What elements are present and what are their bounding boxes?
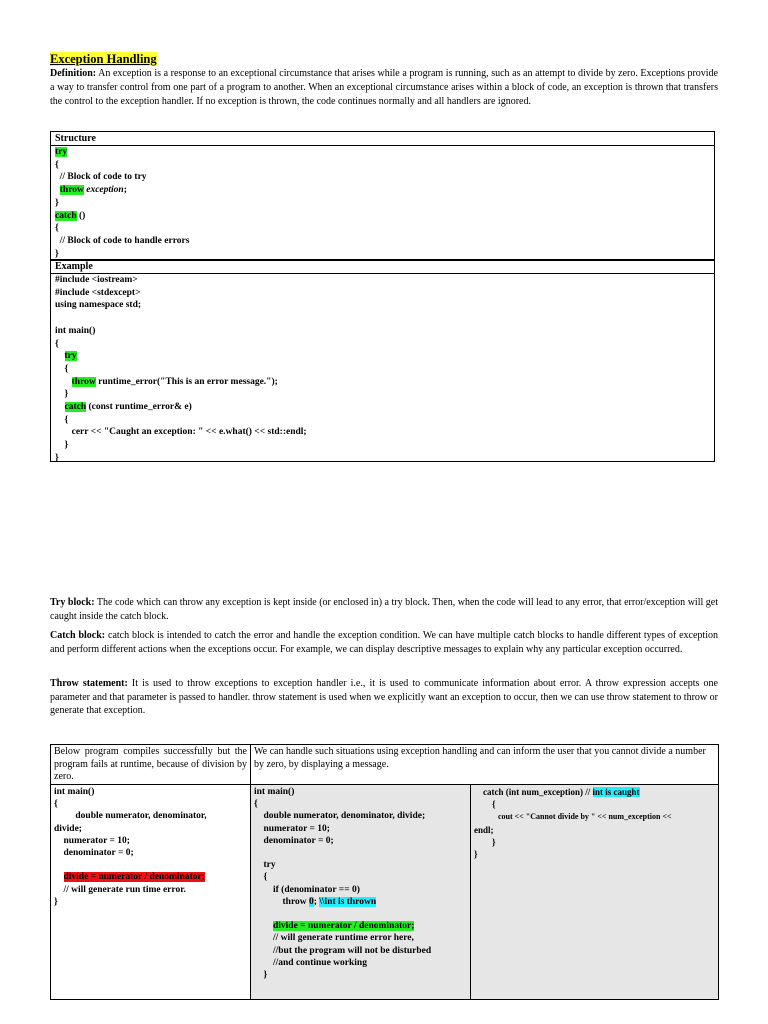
throw-statement-paragraph: Throw statement: It is used to throw exceptions to exception handler i.e., it is used to communicate information about error. A throw expression accepts one parameter and that parameter is passed to handler. throw statement is used when we explicitly want an exception to occur, then we can use throw statement to throw or generate that exception. xyxy=(50,678,718,716)
definition-text: An exception is a response to an exceptional circumstance that arises while a program is running, such as an attempt to divide by zero. Exceptions provide a way to transfer control from one part of a program to another. When an exceptional circumstance arises within a block of code, an exception is thrown that transfers the control to the exception handler. If no exception is thrown, the code continues normally and all handlers are ignored. xyxy=(50,68,718,107)
division-line: divide = numerator / denominator; xyxy=(273,921,415,932)
catch-code: catch (int num_exception) // int is caught { cout << "Cannot divide by " << num_exception << endl; } } xyxy=(474,787,672,860)
example-code: #include <iostream> #include <stdexcept> using namespace std; int main() { try { throw runtime_error("This is an error message."); } catch (const runtime_error& e) { cerr << "Caught an exception: " << e.what() << std::endl; } } xyxy=(55,275,307,463)
structure-code: try { // Block of code to try throw exception; } catch () { // Block of code to handle errors } xyxy=(55,147,190,259)
keyword-catch: catch xyxy=(55,210,77,221)
try-code: int main() { double numerator, denominator, divide; numerator = 10; denominator = 0; try { if (denominator == 0) throw 0; \\int is thrown divide = numerator / denominator; // will generate runtime error here, //but the program will not be disturbed //and continue working } xyxy=(254,787,432,981)
keyword-throw: throw xyxy=(59,185,84,196)
structure-header: Structure xyxy=(51,132,714,146)
keyword-try: try xyxy=(55,147,68,157)
table-right-header: We can handle such situations using exception handling and can inform the user that you cannot divide a number by zero, by displaying a message. xyxy=(250,744,719,785)
catch-block-paragraph: Catch block: catch block is intended to catch the error and handle the exception condition. We can have multiple catch blocks to handle different types of exception and perform different actions when the exceptions occur. For example, we can display descriptive messages to explain why any particular exception occurred. xyxy=(50,630,718,655)
definition-paragraph xyxy=(50,67,718,109)
definition-label: Definition: xyxy=(50,68,97,79)
table-cell-catch-code xyxy=(470,784,719,1000)
table-cell-unsafe-code xyxy=(50,784,251,1000)
int-caught-comment: int is caught xyxy=(592,787,640,797)
table-cell-try-code xyxy=(250,784,471,1000)
page-title: Exception Handling xyxy=(50,52,157,66)
comment-try-block: // Block of code to try xyxy=(55,172,147,183)
int-thrown-comment: \\int is thrown xyxy=(319,896,377,907)
keyword-catch: catch xyxy=(64,402,87,413)
comment-handle-errors: // Block of code to handle errors xyxy=(55,235,190,246)
example-header: Example xyxy=(51,260,714,274)
unsafe-code: int main() { double numerator, denominator, divide; numerator = 10; denominator = 0; divide = numerator / denominator; // will generate run time error. } xyxy=(54,787,207,907)
division-error-line: divide = numerator / denominator; xyxy=(63,872,205,883)
comparison-table xyxy=(50,744,719,1000)
table-left-header: Below program compiles successfully but the program fails at runtime, because of division by zero. xyxy=(50,744,251,785)
try-block-paragraph: Try block: The code which can throw any exception is kept inside (or enclosed in) a try block. Then, when the code will lead to any error, that error/exception will get caught inside the catch block. xyxy=(50,597,718,622)
keyword-try: try xyxy=(64,351,77,362)
structure-box xyxy=(50,131,715,261)
example-box xyxy=(50,259,715,462)
keyword-throw: throw xyxy=(71,376,96,387)
